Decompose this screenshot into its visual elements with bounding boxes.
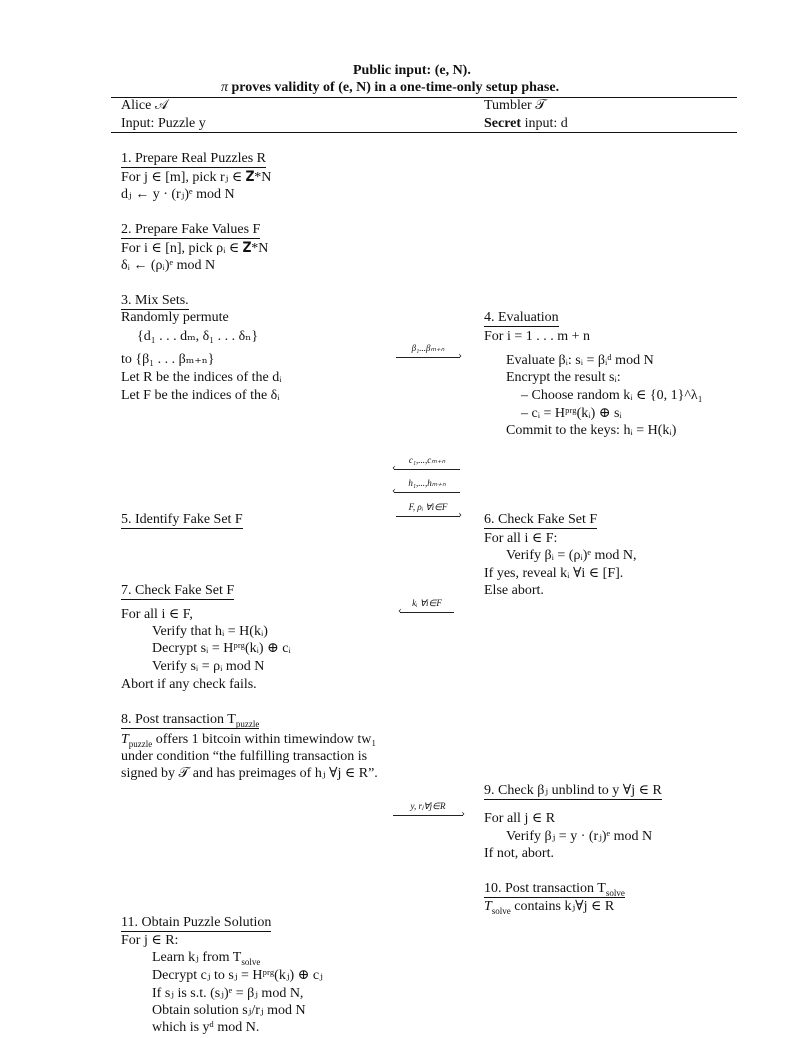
step4-title: 4. Evaluation [484, 310, 559, 325]
step11-line2-text: Learn kⱼ from T [152, 950, 242, 965]
arrow-fakeset-label: F, ρᵢ ∀i∈F [408, 502, 448, 512]
arrow-line [394, 469, 460, 470]
header-rule-bottom [111, 132, 737, 133]
step10-title-sub: solve [605, 887, 625, 898]
step7-line1: For all i ∈ F, [121, 607, 193, 622]
arrow-ciphers-label: c₁,...,cₘ₊ₙ [408, 455, 446, 465]
step7-line4: Verify sᵢ = ρᵢ mod N [152, 659, 265, 674]
step2-line2: δᵢ ← (ρᵢ)ᵉ mod N [121, 258, 216, 273]
arrow-line [396, 357, 460, 358]
secret-rest: input: d [521, 116, 568, 131]
step2-title: 2. Prepare Fake Values F [121, 222, 261, 237]
step11-title: 11. Obtain Puzzle Solution [121, 915, 272, 930]
arrow-head-left-icon: ‹ [392, 486, 396, 497]
step11-line2-sub: solve [241, 956, 261, 967]
step1-line1: For j ∈ [m], pick rⱼ ∈ 𝐙*N [121, 170, 272, 185]
step8-title [121, 711, 259, 729]
arrow-line [396, 516, 460, 517]
step10-line1-T: T [484, 899, 492, 914]
step3-line2: {d₁ . . . dₘ, δ₁ . . . δₙ} [137, 329, 259, 344]
arrow-head-right-icon: › [458, 351, 462, 362]
pi-symbol: π [221, 80, 229, 95]
tumbler-secret [484, 115, 568, 132]
step9-line2: Verify βⱼ = y · (rⱼ)ᵉ mod N [506, 829, 653, 844]
arrow-keys-label: kᵢ ∀i∈F [412, 598, 442, 608]
step8-title-sub: puzzle [235, 718, 260, 729]
step8-line1-rest: offers 1 bitcoin within timewindow tw₁ [152, 732, 377, 747]
arrow-betas-label: β₁...βₘ₊ₙ [411, 343, 445, 353]
step6-line4: Else abort. [484, 583, 544, 598]
step11-line2 [152, 949, 260, 966]
step10-title-text: 10. Post transaction T [484, 881, 606, 896]
step10-line1-rest: contains kⱼ∀j ∈ R [510, 899, 615, 914]
step3-title: 3. Mix Sets. [121, 293, 189, 308]
step4-line2: Evaluate βᵢ: sᵢ = βᵢᵈ mod N [506, 353, 654, 368]
arrow-line [400, 612, 454, 613]
arrow-keys-left [398, 598, 454, 617]
arrow-commits-left [392, 478, 460, 497]
arrow-line [394, 492, 460, 493]
step3-line5: Let F be the indices of the δᵢ [121, 388, 280, 403]
step5-title: 5. Identify Fake Set F [121, 512, 243, 527]
step3-line3: to {β₁ . . . βₘ₊ₙ} [121, 352, 215, 367]
step8-title-text: 8. Post transaction T [121, 712, 236, 727]
alice-input: Input: Puzzle y [121, 116, 206, 131]
step6-line3: If yes, reveal kᵢ ∀i ∈ [F]. [484, 566, 624, 581]
step10-line1-sub: solve [491, 905, 511, 916]
step6-title: 6. Check Fake Set F [484, 512, 598, 527]
alice-name: Alice 𝒜 [121, 98, 169, 113]
step11-line1: For j ∈ R: [121, 933, 179, 948]
step9-title: 9. Check βⱼ unblind to y ∀j ∈ R [484, 783, 662, 798]
secret-bold: Secret [484, 116, 522, 131]
step7-line5: Abort if any check fails. [121, 677, 257, 692]
step10-title [484, 880, 625, 898]
step9-line3: If not, abort. [484, 846, 554, 861]
arrow-line [393, 815, 463, 816]
arrow-unblind-right [393, 801, 465, 820]
step3-line1: Randomly permute [121, 310, 229, 325]
arrow-head-right-icon: › [458, 510, 462, 521]
arrow-head-left-icon: ‹ [398, 606, 402, 617]
step6-line1: For all i ∈ F: [484, 531, 558, 546]
step11-line6: which is yᵈ mod N. [152, 1020, 260, 1035]
step3-line4: Let R be the indices of the dᵢ [121, 370, 282, 385]
arrow-ciphers-left [392, 455, 460, 474]
tumbler-name: Tumbler 𝒯 [484, 98, 546, 113]
step4-line5: – cᵢ = Hᵖʳᵍ(kᵢ) ⊕ sᵢ [521, 406, 622, 421]
step9-line1: For all j ∈ R [484, 811, 556, 826]
proof-line [221, 79, 559, 96]
step7-line3: Decrypt sᵢ = Hᵖʳᵍ(kᵢ) ⊕ cᵢ [152, 641, 291, 656]
step11-line4: If sⱼ is s.t. (sⱼ)ᵉ = βⱼ mod N, [152, 986, 304, 1001]
step8-line1-sub: puzzle [128, 738, 153, 749]
step2-line1: For i ∈ [n], pick ρᵢ ∈ 𝐙*N [121, 241, 269, 256]
arrow-head-left-icon: ‹ [392, 463, 396, 474]
step8-line2: under condition “the fulfilling transaction is [121, 749, 368, 764]
step8-line3: signed by 𝒯 and has preimages of hⱼ ∀j ∈ R”. [121, 766, 378, 781]
step7-line2: Verify that hᵢ = H(kᵢ) [152, 624, 268, 639]
step10-line1 [484, 898, 614, 915]
arrow-fakeset-right [396, 502, 462, 521]
step4-line4: – Choose random kᵢ ∈ {0, 1}^λ₁ [521, 388, 703, 403]
header-rule-top [111, 97, 737, 98]
step6-line2: Verify βᵢ = (ρᵢ)ᵉ mod N, [506, 548, 637, 563]
step11-line5: Obtain solution sⱼ/rⱼ mod N [152, 1003, 306, 1018]
arrow-commits-label: h₁,...,hₘ₊ₙ [408, 478, 446, 488]
step8-line1 [121, 731, 376, 748]
step8-line1-T: T [121, 732, 129, 747]
arrow-betas-right [396, 343, 462, 362]
step1-title: 1. Prepare Real Puzzles R [121, 151, 267, 166]
step7-title: 7. Check Fake Set F [121, 583, 235, 598]
step4-line1: For i = 1 . . . m + n [484, 329, 591, 344]
step11-line3: Decrypt cⱼ to sⱼ = Hᵖʳᵍ(kⱼ) ⊕ cⱼ [152, 968, 323, 983]
public-input-line: Public input: (e, N). [353, 63, 471, 78]
step1-line2: dⱼ ← y · (rⱼ)ᵉ mod N [121, 187, 235, 202]
step4-line3: Encrypt the result sᵢ: [506, 370, 621, 385]
step4-line6: Commit to the keys: hᵢ = H(kᵢ) [506, 423, 677, 438]
proof-text: proves validity of (e, N) in a one-time-only setup phase. [231, 80, 560, 95]
arrow-unblind-label: y, rⱼ∀j∈R [410, 801, 446, 811]
arrow-head-right-icon: › [461, 809, 465, 820]
